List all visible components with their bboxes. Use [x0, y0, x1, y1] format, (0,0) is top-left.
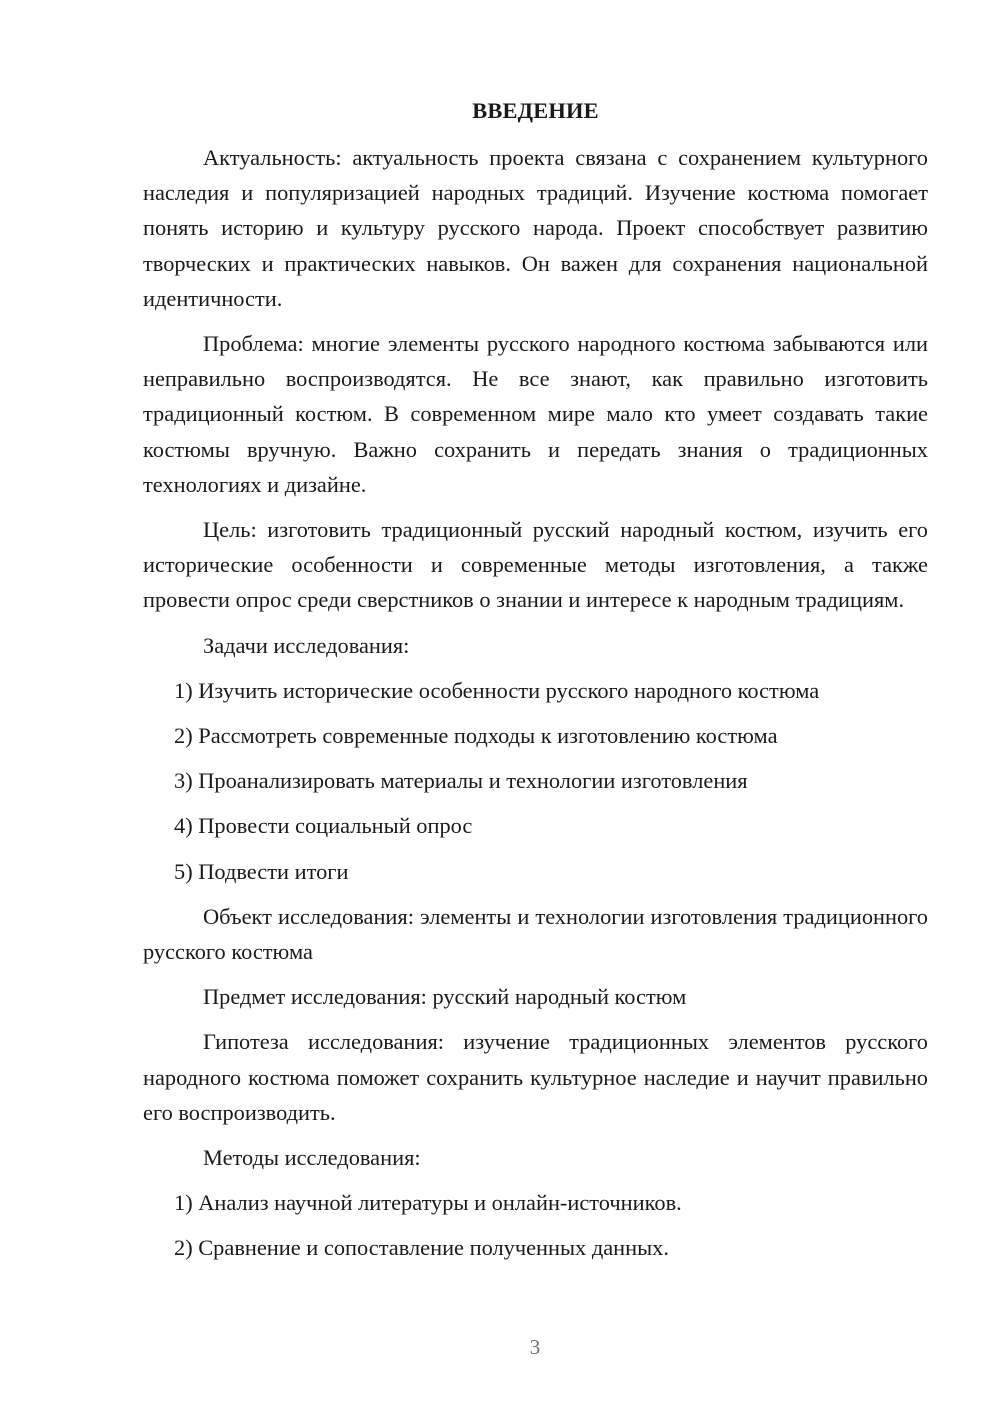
methods-list [143, 1185, 928, 1265]
page-number: 3 [529, 1335, 541, 1359]
method-item: 1) Анализ научной литературы и онлайн-источников. [174, 1190, 682, 1216]
problem-paragraph: Проблема: многие элементы русского народного костюма забываются или неправильно воспроизводятся. Не все знают, как правильно изготовить традиционный костюм. В современном мире мало кто умеет создавать такие костюмы вручную. Важно сохранить и передать знания о традиционных технологиях и дизайне. [143, 331, 928, 497]
tasks-label: Задачи исследования: [203, 632, 410, 658]
section-title: ВВЕДЕНИЕ [472, 98, 599, 123]
task-item: 1) Изучить исторические особенности русского народного костюма [174, 677, 820, 703]
goal-paragraph: Цель: изготовить традиционный русский народный костюм, изучить его исторические особенности и современные методы изготовления, а также провести опрос среди сверстников о знании и интересе к народным традициям. [143, 517, 928, 613]
task-item: 2) Рассмотреть современные подходы к изготовлению костюма [174, 723, 778, 749]
task-item: 3) Проанализировать материалы и технологии изготовления [174, 768, 748, 794]
task-item: 5) Подвести итоги [174, 858, 349, 884]
page-content [143, 96, 928, 1276]
tasks-list [143, 673, 928, 889]
relevance-paragraph: Актуальность: актуальность проекта связана с сохранением культурного наследия и популяризацией народных традиций. Изучение костюма помогает понять историю и культуру русского народа. Проект способствует развитию творческих и практических навыков. Он важен для сохранения национальной идентичности. [143, 145, 928, 311]
methods-label: Методы исследования: [203, 1145, 421, 1171]
method-item: 2) Сравнение и сопоставление полученных данных. [174, 1235, 669, 1261]
subject-paragraph: Предмет исследования: русский народный костюм [203, 984, 687, 1010]
object-paragraph: Объект исследования: элементы и технологии изготовления традиционного русского костюма [143, 903, 928, 965]
hypothesis-paragraph: Гипотеза исследования: изучение традиционных элементов русского народного костюма поможет сохранить культурное наследие и научит правильно его воспроизводить. [143, 1029, 928, 1125]
task-item: 4) Провести социальный опрос [174, 813, 473, 839]
